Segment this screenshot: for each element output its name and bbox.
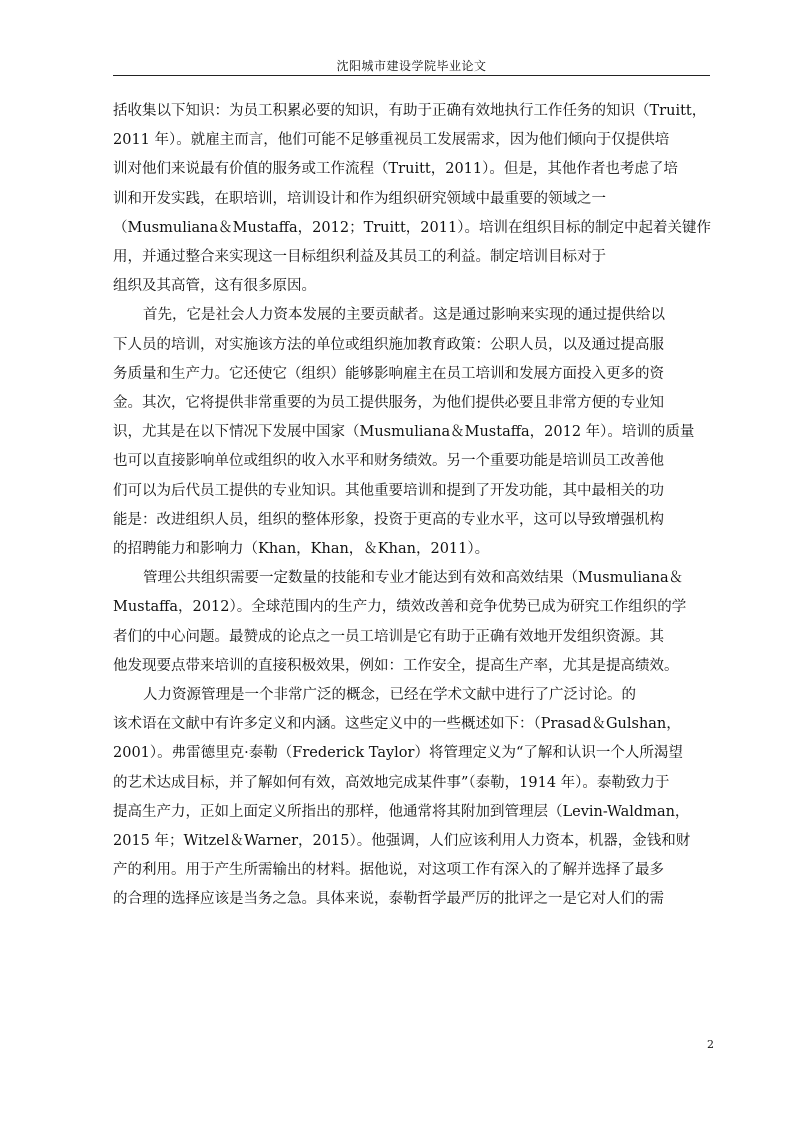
text-line: 管理公共组织需要一定数量的技能和专业才能达到有效和高效结果（Musmuliana＆ [143,570,684,587]
text-line: 2015 年；Witzel＆Warner，2015）。他强调，人们应该利用人力资本，机器，金钱和财 [113,833,691,850]
text-line: 2001）。弗雷德里克·泰勒（Frederick Taylor）将管理定义为“了解和认识一个人所渴望 [113,745,683,762]
paragraph-3 [113,564,713,681]
text-line: 的招聘能力和影响力（Khan，Khan，＆Khan，2011）。 [113,541,490,558]
text-line: 金。其次，它将提供非常重要的为员工提供服务，为他们提供必要且非常方便的专业知 [113,395,664,412]
header-divider [113,75,710,76]
paragraph-1 [113,97,713,301]
page-number: 2 [707,1038,714,1051]
text-line: 用，并通过整合来实现这一目标组织利益及其员工的利益。制定培训目标对于 [113,249,606,266]
text-line: 提高生产力，正如上面定义所指出的那样，他通常将其附加到管理层（Levin-Waldman， [113,803,690,820]
text-line: 也可以直接影响单位或组织的收入水平和财务绩效。另一个重要功能是培训员工改善他 [113,453,664,470]
text-line: 下人员的培训，对实施该方法的单位或组织施加教育政策：公职人员，以及通过提高服 [113,336,664,353]
text-line: 训对他们来说最有价值的服务或工作流程（Truitt，2011）。但是，其他作者也考虑了培 [113,161,678,178]
text-line: 2011 年）。就雇主而言，他们可能不足够重视员工发展需求，因为他们倾向于仅提供培 [113,132,670,149]
text-line: 他发现要点带来培训的直接积极效果，例如：工作安全，提高生产率，尤其是提高绩效。 [113,657,679,674]
text-line: 该术语在文献中有许多定义和内涵。这些定义中的一些概述如下：（Prasad＆Gulshan， [113,716,681,733]
text-line: 的艺术达成目标，并了解如何有效，高效地完成某件事”（泰勒，1914 年）。泰勒致力于 [113,774,670,791]
text-line: Mustaffa，2012）。全球范围内的生产力，绩效改善和竞争优势已成为研究工作组织的学 [113,599,687,616]
text-line: 务质量和生产力。它还使它（组织）能够影响雇主在员工培训和发展方面投入更多的资 [113,365,664,382]
page-header-title: 沈阳城市建设学院毕业论文 [336,59,487,73]
text-line: 识，尤其是在以下情况下发展中国家（Musmuliana＆Mustaffa，2012 年）。培训的质量 [113,424,695,441]
text-line: 们可以为后代员工提供的专业知识。其他重要培训和提到了开发功能，其中最相关的功 [113,482,664,499]
text-line: 人力资源管理是一个非常广泛的概念，已经在学术文献中进行了广泛讨论。的 [143,687,636,704]
text-line: 首先，它是社会人力资本发展的主要贡献者。这是通过影响来实现的通过提供给以 [143,307,665,324]
text-line: 者们的中心问题。最赞成的论点之一员工培训是它有助于正确有效地开发组织资源。其 [113,628,664,645]
text-line: 组织及其高管，这有很多原因。 [113,278,316,295]
document-body [113,97,713,915]
text-line: 能是：改进组织人员，组织的整体形象，投资于更高的专业水平，这可以导致增强机构 [113,511,664,528]
text-line: 训和开发实践，在职培训，培训设计和作为组织研究领域中最重要的领域之一 [113,190,606,207]
text-line: （Musmuliana＆Mustaffa，2012；Truitt，2011）。培训在组织目标的制定中起着关键作 [113,219,711,236]
text-line: 的合理的选择应该是当务之急。具体来说，泰勒哲学最严厉的批评之一是它对人们的需 [113,891,664,908]
paragraph-2 [113,301,713,564]
text-line: 括收集以下知识：为员工积累必要的知识，有助于正确有效地执行工作任务的知识（Truitt， [113,103,707,119]
text-line: 产的利用。用于产生所需输出的材料。据他说，对这项工作有深入的了解并选择了最多 [113,862,664,879]
paragraph-4 [113,681,713,915]
